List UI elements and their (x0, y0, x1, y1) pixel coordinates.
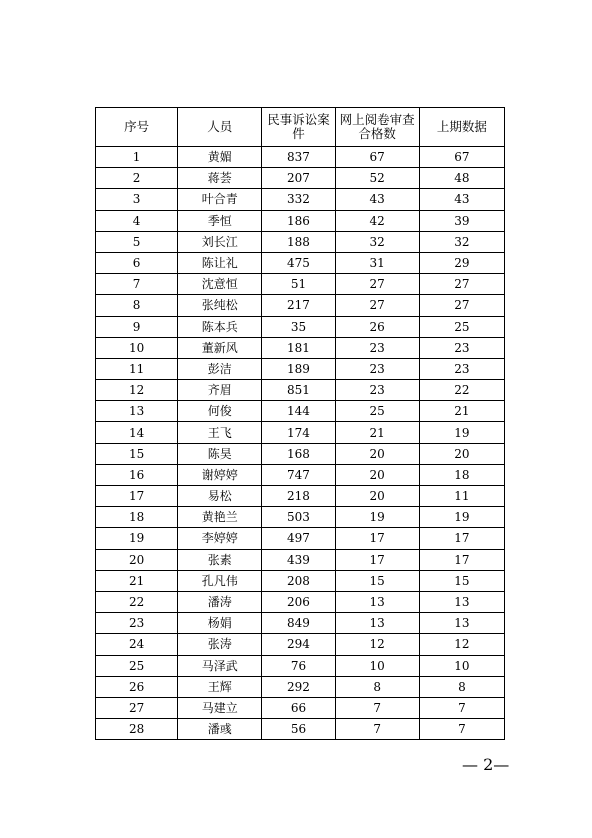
header-civil-cases: 民事诉讼案件 (262, 108, 335, 147)
cell-civil-cases: 292 (262, 676, 335, 697)
cell-person: 潘彧 (178, 719, 262, 740)
cell-seq: 17 (96, 486, 178, 507)
cell-person: 黄艳兰 (178, 507, 262, 528)
cell-civil-cases: 208 (262, 570, 335, 591)
table-row (96, 274, 505, 295)
cell-seq: 27 (96, 697, 178, 718)
cell-person: 张纯松 (178, 295, 262, 316)
cell-previous: 27 (419, 295, 504, 316)
cell-person: 彭洁 (178, 358, 262, 379)
cell-civil-cases: 174 (262, 422, 335, 443)
header-person: 人员 (178, 108, 262, 147)
cell-review-passed: 13 (335, 591, 419, 612)
cell-seq: 8 (96, 295, 178, 316)
cell-previous: 17 (419, 528, 504, 549)
cell-previous: 48 (419, 168, 504, 189)
cell-person: 王辉 (178, 676, 262, 697)
cell-person: 齐眉 (178, 380, 262, 401)
cell-review-passed: 23 (335, 337, 419, 358)
cell-person: 蒋荟 (178, 168, 262, 189)
cell-seq: 5 (96, 231, 178, 252)
cell-previous: 23 (419, 358, 504, 379)
cell-review-passed: 12 (335, 634, 419, 655)
cell-previous: 15 (419, 570, 504, 591)
cell-previous: 21 (419, 401, 504, 422)
cell-civil-cases: 186 (262, 210, 335, 231)
cell-review-passed: 17 (335, 528, 419, 549)
cell-seq: 14 (96, 422, 178, 443)
cell-previous: 13 (419, 613, 504, 634)
cell-review-passed: 43 (335, 189, 419, 210)
cell-person: 季恒 (178, 210, 262, 231)
cell-person: 李婷婷 (178, 528, 262, 549)
cell-review-passed: 8 (335, 676, 419, 697)
table-row (96, 231, 505, 252)
cell-previous: 19 (419, 507, 504, 528)
table-row (96, 549, 505, 570)
cell-review-passed: 67 (335, 147, 419, 168)
cell-person: 王飞 (178, 422, 262, 443)
cell-seq: 28 (96, 719, 178, 740)
cell-seq: 11 (96, 358, 178, 379)
cell-seq: 12 (96, 380, 178, 401)
page-number: — 2— (462, 755, 510, 774)
cell-civil-cases: 439 (262, 549, 335, 570)
cell-person: 叶合青 (178, 189, 262, 210)
cell-seq: 9 (96, 316, 178, 337)
cell-civil-cases: 181 (262, 337, 335, 358)
cell-review-passed: 25 (335, 401, 419, 422)
cell-seq: 18 (96, 507, 178, 528)
table-row (96, 252, 505, 273)
cell-civil-cases: 189 (262, 358, 335, 379)
cell-seq: 21 (96, 570, 178, 591)
cell-review-passed: 27 (335, 295, 419, 316)
cell-seq: 26 (96, 676, 178, 697)
cell-review-passed: 27 (335, 274, 419, 295)
cell-previous: 22 (419, 380, 504, 401)
table-row (96, 464, 505, 485)
cell-person: 谢婷婷 (178, 464, 262, 485)
cell-review-passed: 23 (335, 358, 419, 379)
cell-previous: 32 (419, 231, 504, 252)
cell-review-passed: 52 (335, 168, 419, 189)
cell-review-passed: 21 (335, 422, 419, 443)
table-row (96, 507, 505, 528)
table-row (96, 401, 505, 422)
cell-civil-cases: 475 (262, 252, 335, 273)
cell-civil-cases: 76 (262, 655, 335, 676)
cell-seq: 1 (96, 147, 178, 168)
cell-review-passed: 20 (335, 443, 419, 464)
table-row (96, 591, 505, 612)
cell-person: 陈让礼 (178, 252, 262, 273)
cell-civil-cases: 837 (262, 147, 335, 168)
cell-review-passed: 7 (335, 719, 419, 740)
cell-previous: 18 (419, 464, 504, 485)
cell-seq: 4 (96, 210, 178, 231)
cell-seq: 13 (96, 401, 178, 422)
cell-previous: 67 (419, 147, 504, 168)
table-row (96, 358, 505, 379)
table-row (96, 486, 505, 507)
cell-person: 刘长江 (178, 231, 262, 252)
cell-seq: 7 (96, 274, 178, 295)
cell-person: 潘涛 (178, 591, 262, 612)
cell-previous: 27 (419, 274, 504, 295)
cell-seq: 25 (96, 655, 178, 676)
cell-previous: 29 (419, 252, 504, 273)
cell-seq: 6 (96, 252, 178, 273)
table-row (96, 316, 505, 337)
cell-civil-cases: 497 (262, 528, 335, 549)
cell-review-passed: 26 (335, 316, 419, 337)
cell-person: 张素 (178, 549, 262, 570)
cell-review-passed: 31 (335, 252, 419, 273)
table-row (96, 719, 505, 740)
table-row (96, 295, 505, 316)
cell-seq: 10 (96, 337, 178, 358)
cell-seq: 20 (96, 549, 178, 570)
table-row (96, 676, 505, 697)
cell-person: 杨娟 (178, 613, 262, 634)
table-row (96, 422, 505, 443)
cell-previous: 8 (419, 676, 504, 697)
table-row (96, 337, 505, 358)
cell-civil-cases: 51 (262, 274, 335, 295)
cell-civil-cases: 168 (262, 443, 335, 464)
cell-seq: 23 (96, 613, 178, 634)
table-row (96, 613, 505, 634)
cell-previous: 17 (419, 549, 504, 570)
cell-review-passed: 23 (335, 380, 419, 401)
cell-seq: 16 (96, 464, 178, 485)
cell-review-passed: 15 (335, 570, 419, 591)
table-body (96, 147, 505, 740)
cell-seq: 22 (96, 591, 178, 612)
table-row (96, 570, 505, 591)
cell-civil-cases: 851 (262, 380, 335, 401)
table-row (96, 147, 505, 168)
cell-person: 马建立 (178, 697, 262, 718)
cell-civil-cases: 747 (262, 464, 335, 485)
cell-previous: 39 (419, 210, 504, 231)
cell-civil-cases: 332 (262, 189, 335, 210)
cell-civil-cases: 849 (262, 613, 335, 634)
cell-civil-cases: 188 (262, 231, 335, 252)
cell-seq: 3 (96, 189, 178, 210)
table-header-row (96, 108, 505, 147)
cell-civil-cases: 35 (262, 316, 335, 337)
cell-review-passed: 10 (335, 655, 419, 676)
header-seq: 序号 (96, 108, 178, 147)
cell-seq: 24 (96, 634, 178, 655)
cell-review-passed: 32 (335, 231, 419, 252)
cell-previous: 7 (419, 697, 504, 718)
cell-previous: 43 (419, 189, 504, 210)
cell-person: 马泽武 (178, 655, 262, 676)
cell-civil-cases: 218 (262, 486, 335, 507)
cell-review-passed: 20 (335, 464, 419, 485)
cell-review-passed: 20 (335, 486, 419, 507)
cell-person: 沈意恒 (178, 274, 262, 295)
header-online-review-passed: 网上阅卷审查合格数 (335, 108, 419, 147)
cell-review-passed: 13 (335, 613, 419, 634)
table-row (96, 655, 505, 676)
cell-previous: 10 (419, 655, 504, 676)
personnel-table (95, 107, 505, 740)
table-row (96, 697, 505, 718)
cell-seq: 15 (96, 443, 178, 464)
table-row (96, 210, 505, 231)
cell-civil-cases: 207 (262, 168, 335, 189)
table-row (96, 380, 505, 401)
cell-review-passed: 42 (335, 210, 419, 231)
table-row (96, 528, 505, 549)
cell-previous: 23 (419, 337, 504, 358)
cell-civil-cases: 206 (262, 591, 335, 612)
cell-person: 陈本兵 (178, 316, 262, 337)
cell-previous: 12 (419, 634, 504, 655)
cell-civil-cases: 66 (262, 697, 335, 718)
table-row (96, 634, 505, 655)
cell-seq: 19 (96, 528, 178, 549)
cell-previous: 11 (419, 486, 504, 507)
table-row (96, 189, 505, 210)
cell-person: 董新风 (178, 337, 262, 358)
cell-previous: 19 (419, 422, 504, 443)
cell-review-passed: 17 (335, 549, 419, 570)
cell-seq: 2 (96, 168, 178, 189)
cell-person: 黄媚 (178, 147, 262, 168)
cell-review-passed: 19 (335, 507, 419, 528)
cell-review-passed: 7 (335, 697, 419, 718)
cell-civil-cases: 144 (262, 401, 335, 422)
table-row (96, 443, 505, 464)
cell-civil-cases: 56 (262, 719, 335, 740)
header-previous-period: 上期数据 (419, 108, 504, 147)
cell-person: 陈昊 (178, 443, 262, 464)
cell-civil-cases: 217 (262, 295, 335, 316)
cell-civil-cases: 503 (262, 507, 335, 528)
cell-person: 孔凡伟 (178, 570, 262, 591)
cell-person: 张涛 (178, 634, 262, 655)
cell-person: 何俊 (178, 401, 262, 422)
cell-previous: 25 (419, 316, 504, 337)
cell-previous: 20 (419, 443, 504, 464)
cell-civil-cases: 294 (262, 634, 335, 655)
cell-person: 易松 (178, 486, 262, 507)
table-row (96, 168, 505, 189)
cell-previous: 13 (419, 591, 504, 612)
cell-previous: 7 (419, 719, 504, 740)
